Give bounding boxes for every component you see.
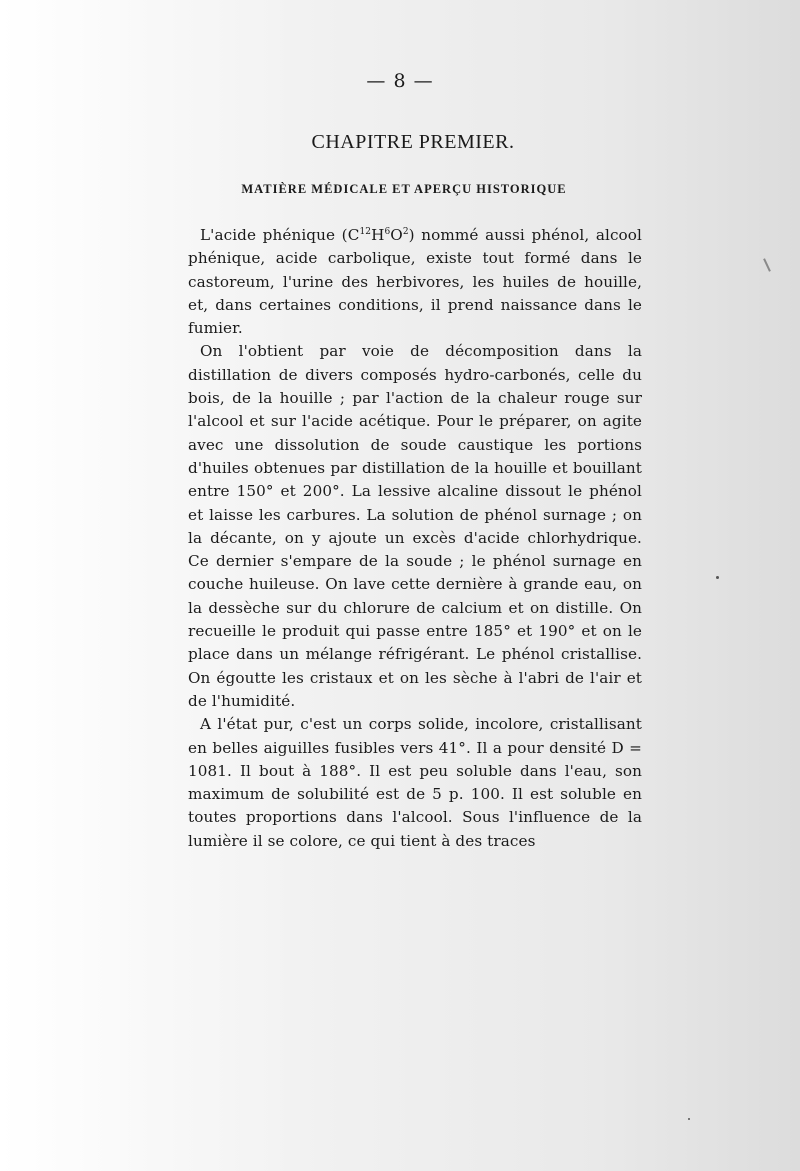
chemical-formula: $C^{12}H^6O^2$ [347, 226, 409, 244]
body-text [188, 224, 642, 853]
ink-speck [716, 576, 719, 579]
paragraph-3: A l'état pur, c'est un corps solide, incolore, cristallisant en belles aiguilles fusibles vers 41°. Il a pour densité D = 1081. Il bout à 188°. Il est peu soluble dans l'eau, son maximum de solubilité est de 5 p. 100. Il est soluble en toutes proportions dans l'alcool. Sous l'influence de la lumière il se colore, ce qui tient à des traces [188, 715, 642, 850]
page-edge-mark [763, 258, 771, 272]
paragraph-1-lead: L'acide phénique ( [200, 226, 348, 244]
chapter-title: CHAPITRE PREMIER. [311, 131, 515, 153]
paragraph-1-rest: ) nommé aussi phénol, alcool phénique, acide carbolique, existe tout formé dans le castoreum, l'urine des herbivores, les huiles de houille, et, dans certaines conditions, il prend naissance dans le fumier. [188, 226, 642, 338]
paragraph-2: On l'obtient par voie de décomposition dans la distillation de divers composés hydro-carbonés, celle du bois, de la houille ; par l'action de la chaleur rouge sur l'alcool et sur l'acide acétique. Pour le préparer, on agite avec une dissolution de soude caustique les portions d'huiles obtenues par distillation de la houille et bouillant entre 150° et 200°. La lessive alcaline dissout le phénol et laisse les carbures. La solution de phénol surnage ; on la décante, on y ajoute un excès d'acide chlorhydrique. Ce dernier s'empare de la soude ; le phénol surnage en couche huileuse. On lave cette dernière à grande eau, on la dessèche sur du chlorure de calcium et on distille. On recueille le produit qui passe entre 185° et 190° et on le place dans un mélange réfrigérant. Le phénol cristallise. On égoutte les cristaux et on les sèche à l'abri de l'air et de l'humidité. [188, 342, 642, 710]
section-title: MATIÈRE MÉDICALE ET APERÇU HISTORIQUE [241, 182, 567, 196]
ink-speck [688, 1118, 690, 1120]
page-number: — 8 — [366, 70, 434, 92]
paragraph-1 [188, 224, 642, 340]
